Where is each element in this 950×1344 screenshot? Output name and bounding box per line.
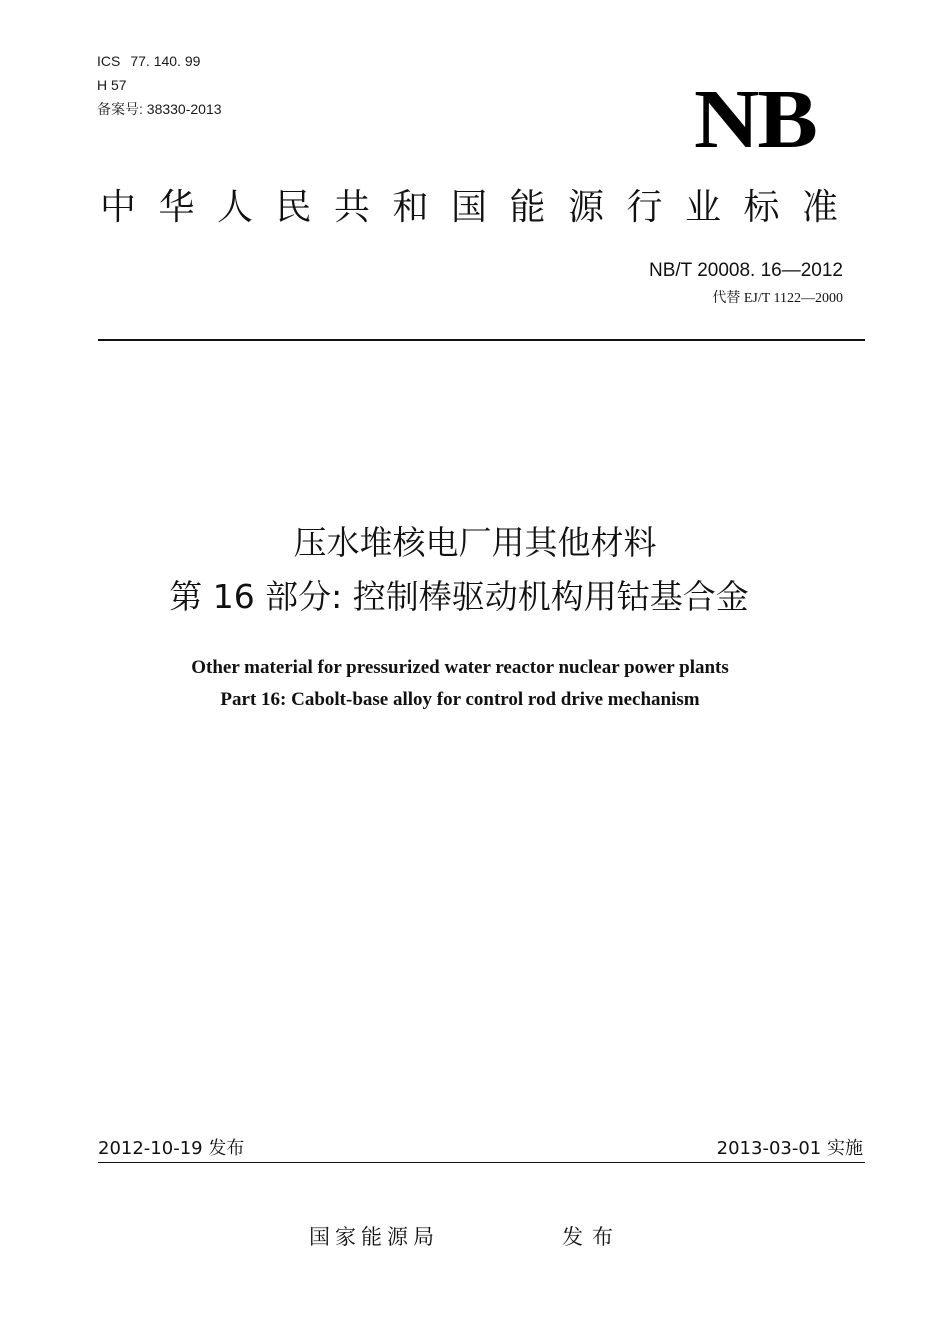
top-divider [98, 339, 865, 341]
standard-code-block [649, 258, 843, 310]
chinese-title-line-1: 压水堆核电厂用其他材料 [293, 523, 657, 562]
standard-type-heading: 中华人民共和国能源行业标准 [100, 187, 861, 228]
bottom-divider [98, 1162, 865, 1163]
nb-logo: NB [694, 73, 816, 166]
chinese-title-line-2: 第 16 部分: 控制棒驱动机构用钴基合金 [169, 577, 749, 616]
english-title-line-1: Other material for pressurized water reactor nuclear power plants [191, 657, 729, 678]
english-title-line-2: Part 16: Cabolt-base alloy for control rod drive mechanism [220, 689, 700, 710]
ics-code: 77. 140. 99 [130, 53, 201, 69]
document-meta [97, 49, 222, 121]
ics-line [97, 49, 222, 73]
implementation-date: 2013-03-01 实施 [716, 1138, 863, 1159]
record-number: 备案号: 38330-2013 [97, 101, 222, 117]
standard-code: NB/T 20008. 16—2012 [648, 260, 843, 281]
publish-action: 发布 [562, 1225, 622, 1249]
classification-code: H 57 [97, 77, 127, 93]
issue-date: 2012-10-19 发布 [98, 1138, 245, 1159]
ics-label: ICS [97, 53, 121, 69]
replaces-standard: 代替 EJ/T 1122—2000 [712, 291, 843, 306]
publisher-name: 国家能源局 [309, 1225, 439, 1249]
